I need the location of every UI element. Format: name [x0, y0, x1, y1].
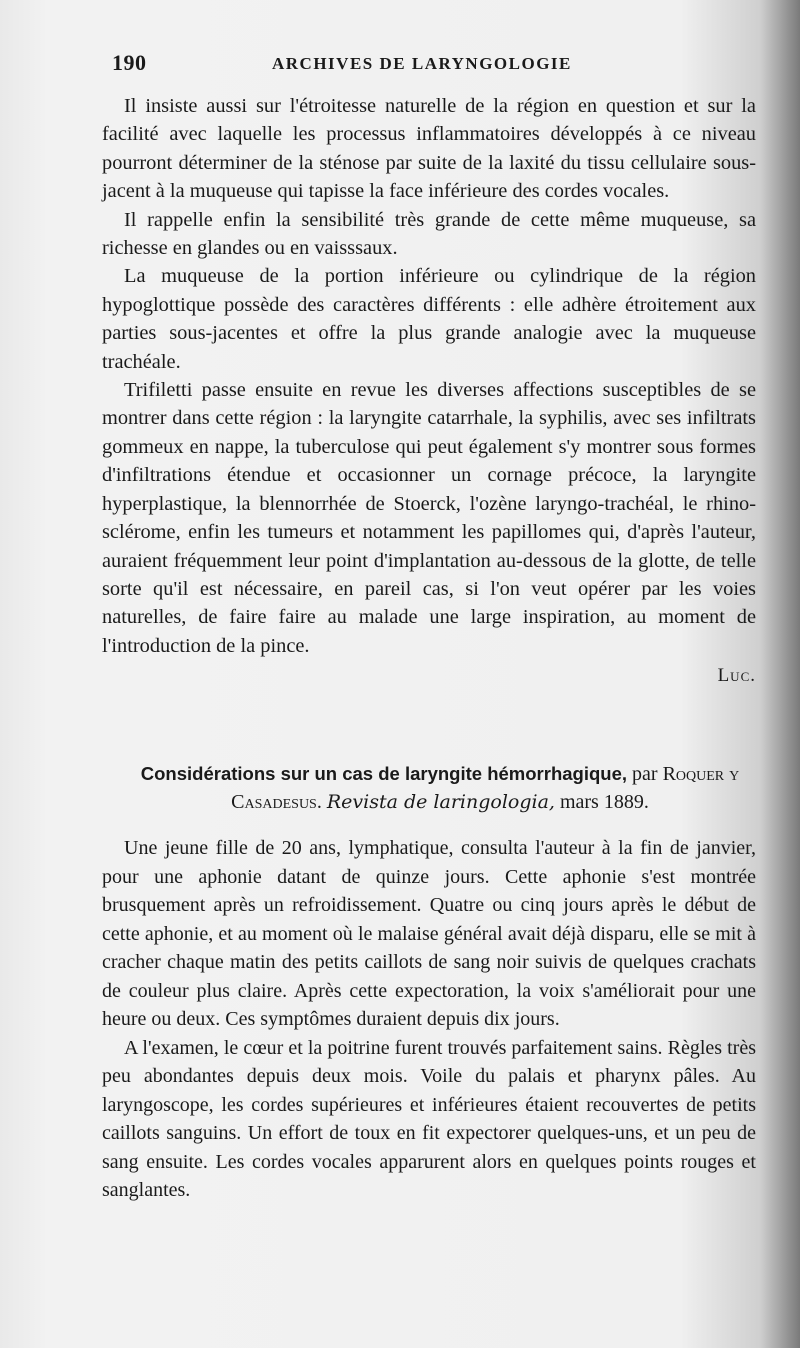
page-number: 190: [112, 50, 147, 75]
article-journal: Revista de laringologia,: [326, 791, 555, 813]
paragraph: Il insiste aussi sur l'étroitesse naturelle de la région en question et sur la facilité avec laquelle les processus inflammatoires développés à ce niveau pourront déterminer de la sténose par suite de la laxité du tissu cellulaire sous-jacent à la muqueuse qui tapisse la face inférieure des cordes vocales.: [102, 95, 756, 203]
page-header: [112, 50, 762, 80]
paragraph: Il rappelle enfin la sensibilité très grande de cette même muqueuse, sa richesse en glandes ou en vaisssaux.: [102, 208, 756, 260]
article-author: Roquer y Casadesus.: [231, 763, 740, 813]
running-title: ARCHIVES DE LARYNGOLOGIE: [272, 54, 572, 73]
review-roquer: [102, 834, 756, 1205]
reviewer-signature: [102, 662, 756, 690]
article-by: par: [632, 763, 658, 785]
paragraph: Trifiletti passe ensuite en revue les diverses affections susceptibles de se montrer dans cette région : la laryngite catarrhale, la syphilis, avec ses infiltrats gommeux en nappe, la tuberculose qui peut également s'y montrer sous formes d'infiltrations étendue et occasionner un cornage précoce, la laryngite hyperplastique, la blennorrhée de Stoerck, l'ozène laryngo-trachéal, le rhino-sclérome, enfin les tumeurs et notamment les papillomes qui, d'après l'auteur, auraient fréquemment leur point d'implantation au-dessous de la glotte, de telle sorte qu'il est nécessaire, en pareil cas, si l'on veut opérer par les voies naturelles, de faire faire au malade une large inspiration, au moment de l'introduction de la pince.: [102, 379, 756, 657]
signature-text: Luc.: [717, 665, 756, 687]
paragraph: A l'examen, le cœur et la poitrine furent trouvés parfaitement sains. Règles très peu abondantes depuis deux mois. Voile du palais et pharynx pâles. Au laryngoscope, les cordes supérieures et inférieures étaient recouvertes de petits caillots sanguins. Un effort de toux en fit expectorer quelques-uns, et un peu de sang ensuite. Les cordes vocales apparurent alors en quelques points rouges et sanglantes.: [102, 1036, 756, 1201]
paragraph: Une jeune fille de 20 ans, lymphatique, consulta l'auteur à la fin de janvier, pour une aphonie datant de quinze jours. Cette aphonie s'est montrée brusquement après un refroidissement. Quatre ou cinq jours après le début de cette aphonie, et au moment où le malaise général avait déjà disparu, elle se mit à cracher chaque matin des petits caillots de sang noir suivis de quelques crachats de couleur plus claire. Après cette expectoration, la voix s'améliorait pour une heure ou deux. Ces symptômes duraient depuis dix jours.: [102, 837, 756, 1030]
article-title: Considérations sur un cas de laryngite hémorrhagique,: [140, 763, 628, 784]
article-date: mars 1889.: [559, 791, 649, 813]
paragraph: La muqueuse de la portion inférieure ou cylindrique de la région hypoglottique possède des caractères différents : elle adhère étroitement aux parties sous-jacentes et offre la plus grande analogie avec la muqueuse trachéale.: [102, 265, 756, 373]
review-luc: [102, 92, 756, 691]
article-heading: [120, 760, 760, 816]
